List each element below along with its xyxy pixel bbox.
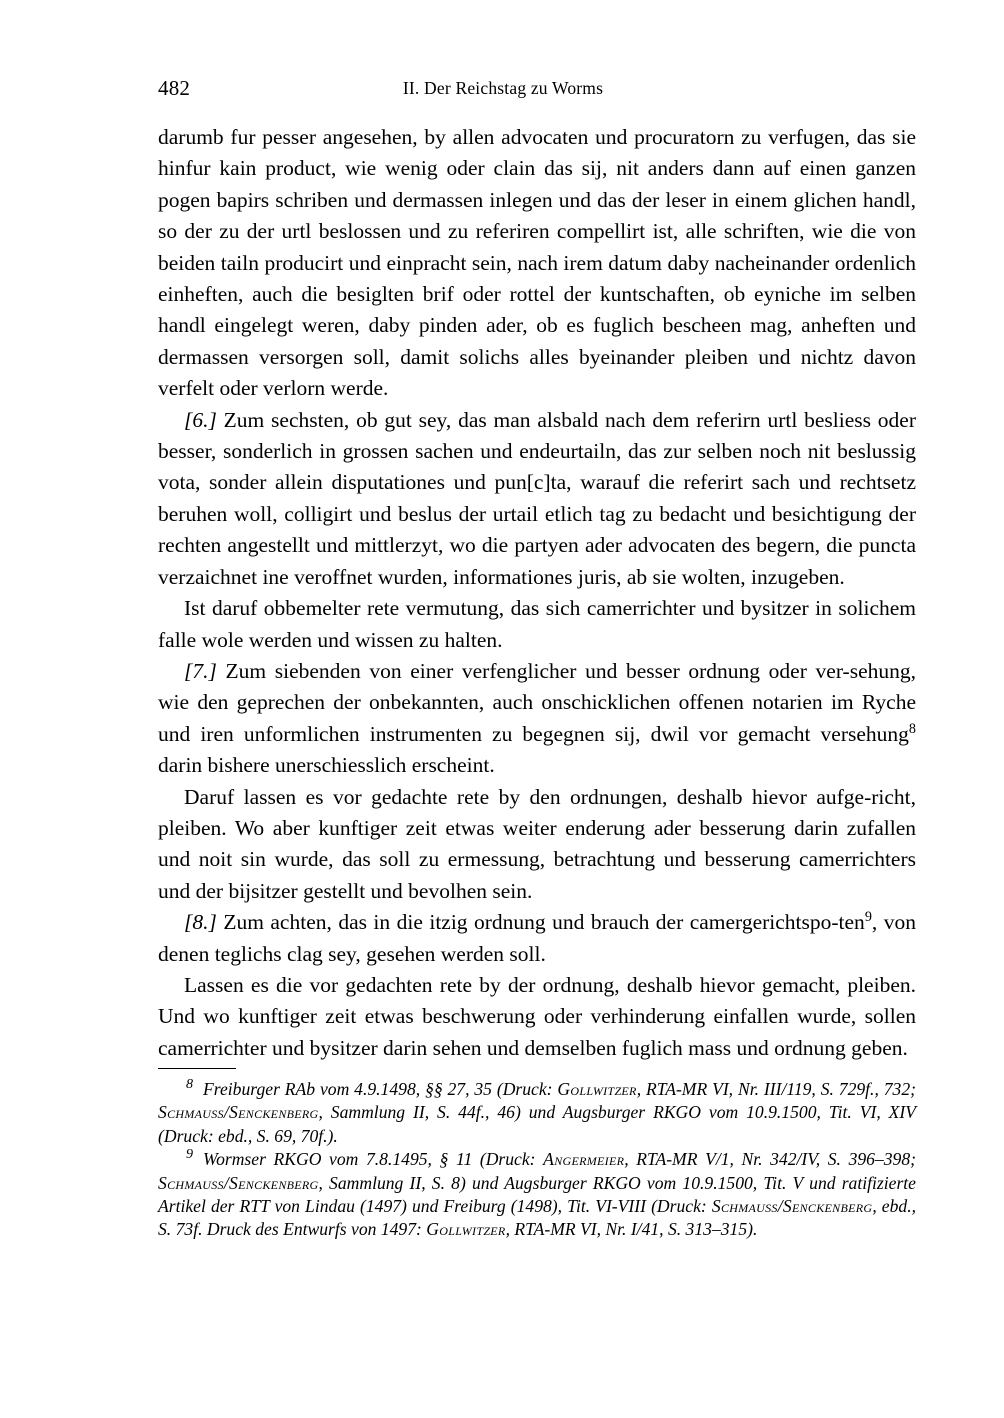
footnote-segment: , Sammlung II, S. 8) und Augsburger RKGO vom 10.9.1500, Tit. V und ratifizierte Artikel der RTT von Lindau (1497) und Freiburg (1498), Tit. VI-VIII (Druck: [158, 1172, 916, 1217]
footnote-segment: Freiburger RAb vom 4.9.1498, §§ 27, 35 (Druck: [203, 1079, 558, 1099]
paragraph-2 [158, 405, 916, 593]
paragraph-text: Zum siebenden von einer verfenglicher und besser ordnung oder ver-sehung, wie den geprechen der onbekannten, auch onschicklichen offenen notarien im Ryche und iren unformlichen instrumenten zu begegnen sij, dwil vor gemacht versehung [158, 658, 916, 746]
footnote-ref-8[interactable]: 8 [908, 720, 916, 737]
footnote-author-name: Gollwitzer [426, 1219, 506, 1240]
section-marker-8: [8.] [184, 910, 217, 935]
paragraph-text: darumb fur pesser angesehen, by allen advocaten und procuratorn zu verfugen, das sie hinfur kain product, wie wenig oder clain das sij, nit anders dann auf einen ganzen pogen bapirs schriben und dermassen inlegen und das der leser in einem glichen handl, so der zu der urtl beslossen und zu referiren compellirt ist, alle schriften, wie die von beiden tailn producirt und einpracht sein, nach irem datum daby nacheinander ordenlich einheften, auch die besiglten brif oder rottel der kuntschaften, ob eyniche im selben handl eingelegt weren, daby pinden ader, ob es fuglich bescheen mag, anheften und dermassen versorgen soll, damit solichs alles byeinander pleiben und nichtz davon verfelt oder verlorn werde. [158, 125, 916, 401]
paragraph-text-after: , von denen teglichs clag sey, gesehen werden soll. [158, 910, 916, 966]
paragraph-3 [158, 593, 916, 656]
footnote-segment: , RTA-MR VI, Nr. I/41, S. 313–315). [505, 1219, 758, 1240]
footnote-author-name: Angermeier [543, 1149, 625, 1170]
running-title: II. Der Reichstag zu Worms [402, 78, 604, 98]
paragraph-text: Lassen es die vor gedachten rete by der ordnung, deshalb hievor gemacht, pleiben. Und wo kunftiger zeit etwas beschwerung oder verhinderung einfallen wurde, sollen camerrichter und bysitzer darin sehen und demselben fuglich mass und ordnung geben. [158, 972, 916, 1060]
footnote-8 [158, 1078, 916, 1148]
footnote-9 [158, 1148, 916, 1242]
paragraph-text: Daruf lassen es vor gedachte rete by den ordnungen, deshalb hievor aufge-richt, pleiben. Wo aber kunftiger zeit etwas weiter enderung ader besserung darin zufallen und noit sin wurde, das soll zu ermessung, betrachtung und besserung camerrichters und der bijsitzer gestellt und bevolhen sein. [158, 784, 916, 903]
paragraph-text-after: darin bishere unerschiesslich erscheint. [158, 753, 495, 778]
paragraph-4 [158, 656, 916, 782]
footnote-segment: , Sammlung II, S. 44f., 46) und Augsburger RKGO vom 10.9.1500, Tit. VI, XIV (Druck: ebd., S. 69, 70f.). [158, 1102, 916, 1146]
footnote-author-name: Schmauss/Senckenberg [711, 1196, 873, 1217]
page-header [158, 76, 848, 102]
footnote-number: 8 [186, 1076, 194, 1093]
footnote-author-name: Gollwitzer [557, 1079, 637, 1099]
paragraph-6 [158, 907, 916, 970]
paragraph-1 [158, 122, 916, 405]
footnote-number: 9 [186, 1146, 194, 1163]
paragraph-text: Zum achten, das in die itzig ordnung und brauch der camergerichtspo-ten [216, 910, 865, 935]
main-text-column [158, 122, 916, 1064]
footnote-text [158, 1149, 916, 1239]
footnote-ref-9[interactable]: 9 [864, 909, 872, 925]
footnote-segment: Wormser RKGO vom 7.8.1495, § 11 (Druck: [203, 1149, 544, 1170]
section-marker-6: [6.] [184, 407, 217, 432]
footnote-segment: , RTA-MR V/1, Nr. 342/IV, S. 396–398; [624, 1149, 917, 1170]
footnote-text [158, 1079, 916, 1146]
paragraph-text: Zum sechsten, ob gut sey, das man alsbald nach dem referirn urtl besliess oder besser, sonderlich in grossen sachen und endeurtailn, das zur selben noch nit beslussig vota, sonder allein disputationes und pun[c]ta, warauf die referirt sach und rechtsetz beruhen woll, colligirt und beslus der urtail etlich tag zu bedacht und besichtigung der rechten angestellt und mittlerzyt, wo die partyen ader advocaten des begern, die puncta verzaichnet ine veroffnet wurden, informationes juris, ab sie wolten, inzugeben. [158, 407, 916, 589]
footnote-author-name: Schmauss/Senckenberg [158, 1172, 319, 1193]
footnote-segment: , ebd., S. 73f. Druck des Entwurfs von 1497: [158, 1196, 917, 1240]
paragraph-5 [158, 782, 916, 908]
footnotes-area [158, 1068, 916, 1242]
footnote-separator-rule [158, 1068, 236, 1069]
folio-number: 482 [158, 76, 191, 100]
paragraph-text: Ist daruf obbemelter rete vermutung, das sich camerrichter und bysitzer in solichem falle wole werden und wissen zu halten. [158, 596, 916, 652]
paragraph-7 [158, 970, 916, 1064]
section-marker-7: [7.] [184, 658, 217, 683]
footnote-author-name: Schmauss/Senckenberg [158, 1102, 319, 1123]
footnote-segment: , RTA-MR VI, Nr. III/119, S. 729f., 732; [636, 1079, 916, 1099]
